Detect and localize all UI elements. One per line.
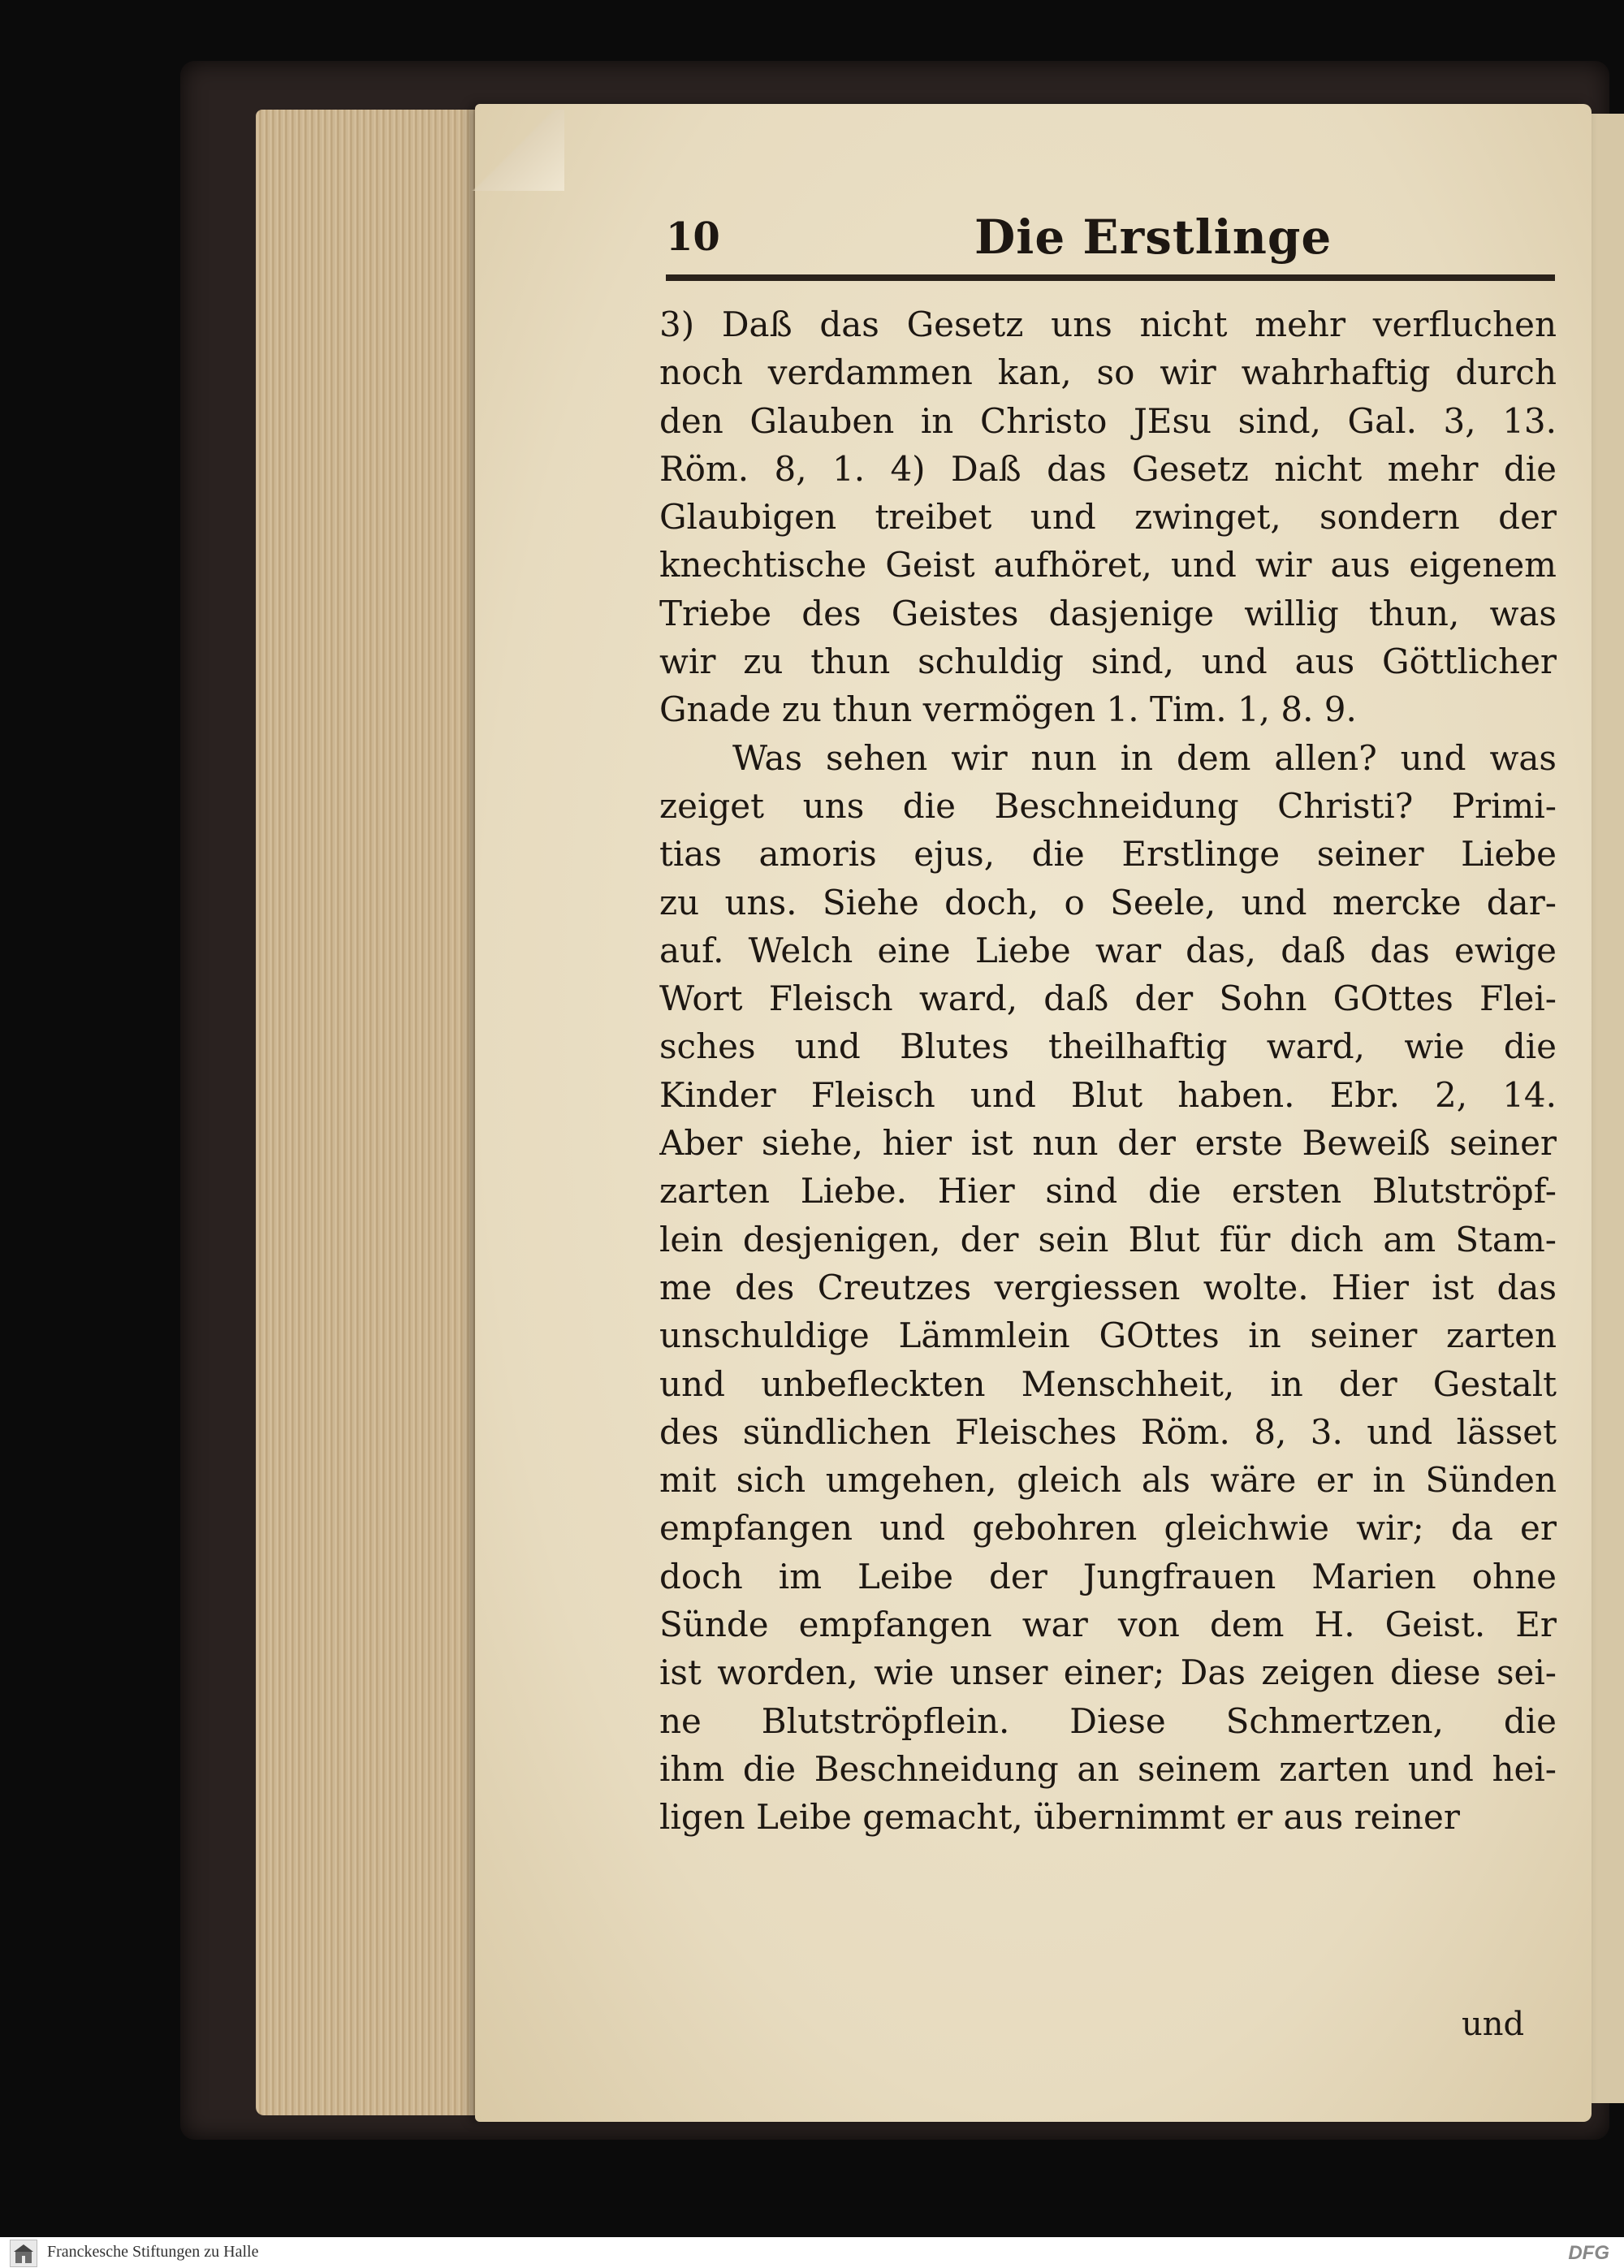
text-line: wir zu thun schuldig sind, und aus Göttlicher [659, 642, 1557, 682]
text-line: Kinder Fleisch und Blut haben. Ebr. 2, 14. [659, 1074, 1557, 1115]
text-line: Aber siehe, hier ist nun der erste Beweiß seiner [659, 1123, 1557, 1164]
page-number: 10 [666, 214, 720, 260]
text-line: auf. Welch eine Liebe war das, daß das ewige [659, 930, 1557, 970]
text-line: Gnade zu thun vermögen 1. Tim. 1, 8. 9. [659, 689, 1357, 730]
text-line: Was sehen wir nun in dem allen? und was [732, 737, 1557, 778]
text-line: ihm die Beschneidung an seinem zarten und hei- [659, 1748, 1557, 1789]
text-line: Triebe des Geistes dasjenige willig thun, was [659, 593, 1557, 633]
text-line: und unbefleckten Menschheit, in der Gestalt [659, 1363, 1557, 1404]
text-line: me des Creutzes vergiessen wolte. Hier ist das [659, 1267, 1557, 1307]
text-line: Glaubigen treibet und zwinget, sondern der [659, 497, 1557, 538]
text-line: unschuldige Lämmlein GOttes in seiner zarten [659, 1315, 1557, 1356]
text-line: empfangen und gebohren gleichwie wir; da er [659, 1508, 1557, 1549]
text-line: zeiget uns die Beschneidung Christi? Primi- [659, 785, 1557, 826]
text-line: den Glauben in Christo JEsu sind, Gal. 3, 13. [659, 400, 1557, 441]
text-line: mit sich umgehen, gleich als wäre er in Sünden [659, 1460, 1557, 1501]
text-line: 3) Daß das Gesetz uns nicht mehr verfluchen [659, 305, 1557, 344]
text-line: Röm. 8, 1. 4) Daß das Gesetz nicht mehr die [659, 448, 1557, 489]
facing-page-edge [1592, 114, 1624, 2103]
text-line: ne Blutströpflein. Diese Schmertzen, die [659, 1700, 1557, 1741]
institution-name: Franckesche Stiftungen zu Halle [47, 2243, 259, 2261]
running-head [666, 210, 1555, 266]
text-line: noch verdammen kan, so wir wahrhaftig durch [659, 352, 1557, 393]
body-text [659, 300, 1557, 1842]
text-line: Sünde empfangen war von dem H. Geist. Er [659, 1605, 1557, 1645]
text-line: lein desjenigen, der sein Blut für dich am Stam- [659, 1219, 1557, 1259]
footer-bar [0, 2237, 1624, 2268]
text-line: doch im Leibe der Jungfrauen Marien ohne [659, 1556, 1557, 1596]
text-line: zu uns. Siehe doch, o Seele, und mercke dar- [659, 882, 1557, 922]
dog-ear-corner [467, 110, 564, 191]
header-rule [666, 274, 1555, 281]
dfg-logo: DFG [1568, 2242, 1609, 2264]
text-line: ligen Leibe gemacht, übernimmt er aus reiner [659, 1797, 1460, 1838]
text-line: knechtische Geist aufhöret, und wir aus eigenem [659, 545, 1557, 585]
text-line: des sündlichen Fleisches Röm. 8, 3. und lässet [659, 1411, 1557, 1452]
catchword: und [1462, 2006, 1525, 2043]
text-line: Wort Fleisch ward, daß der Sohn GOttes Flei- [659, 978, 1557, 1019]
institution-logo-icon [10, 2240, 37, 2267]
text-line: ist worden, wie unser einer; Das zeigen diese sei- [659, 1652, 1557, 1693]
page-title: Die Erstlinge [974, 210, 1332, 265]
page-edges [256, 110, 479, 2115]
text-line: tias amoris ejus, die Erstlinge seiner Liebe [659, 834, 1557, 875]
text-line: sches und Blutes theilhaftig ward, wie die [659, 1026, 1557, 1067]
text-line: zarten Liebe. Hier sind die ersten Blutströpf- [659, 1171, 1557, 1212]
